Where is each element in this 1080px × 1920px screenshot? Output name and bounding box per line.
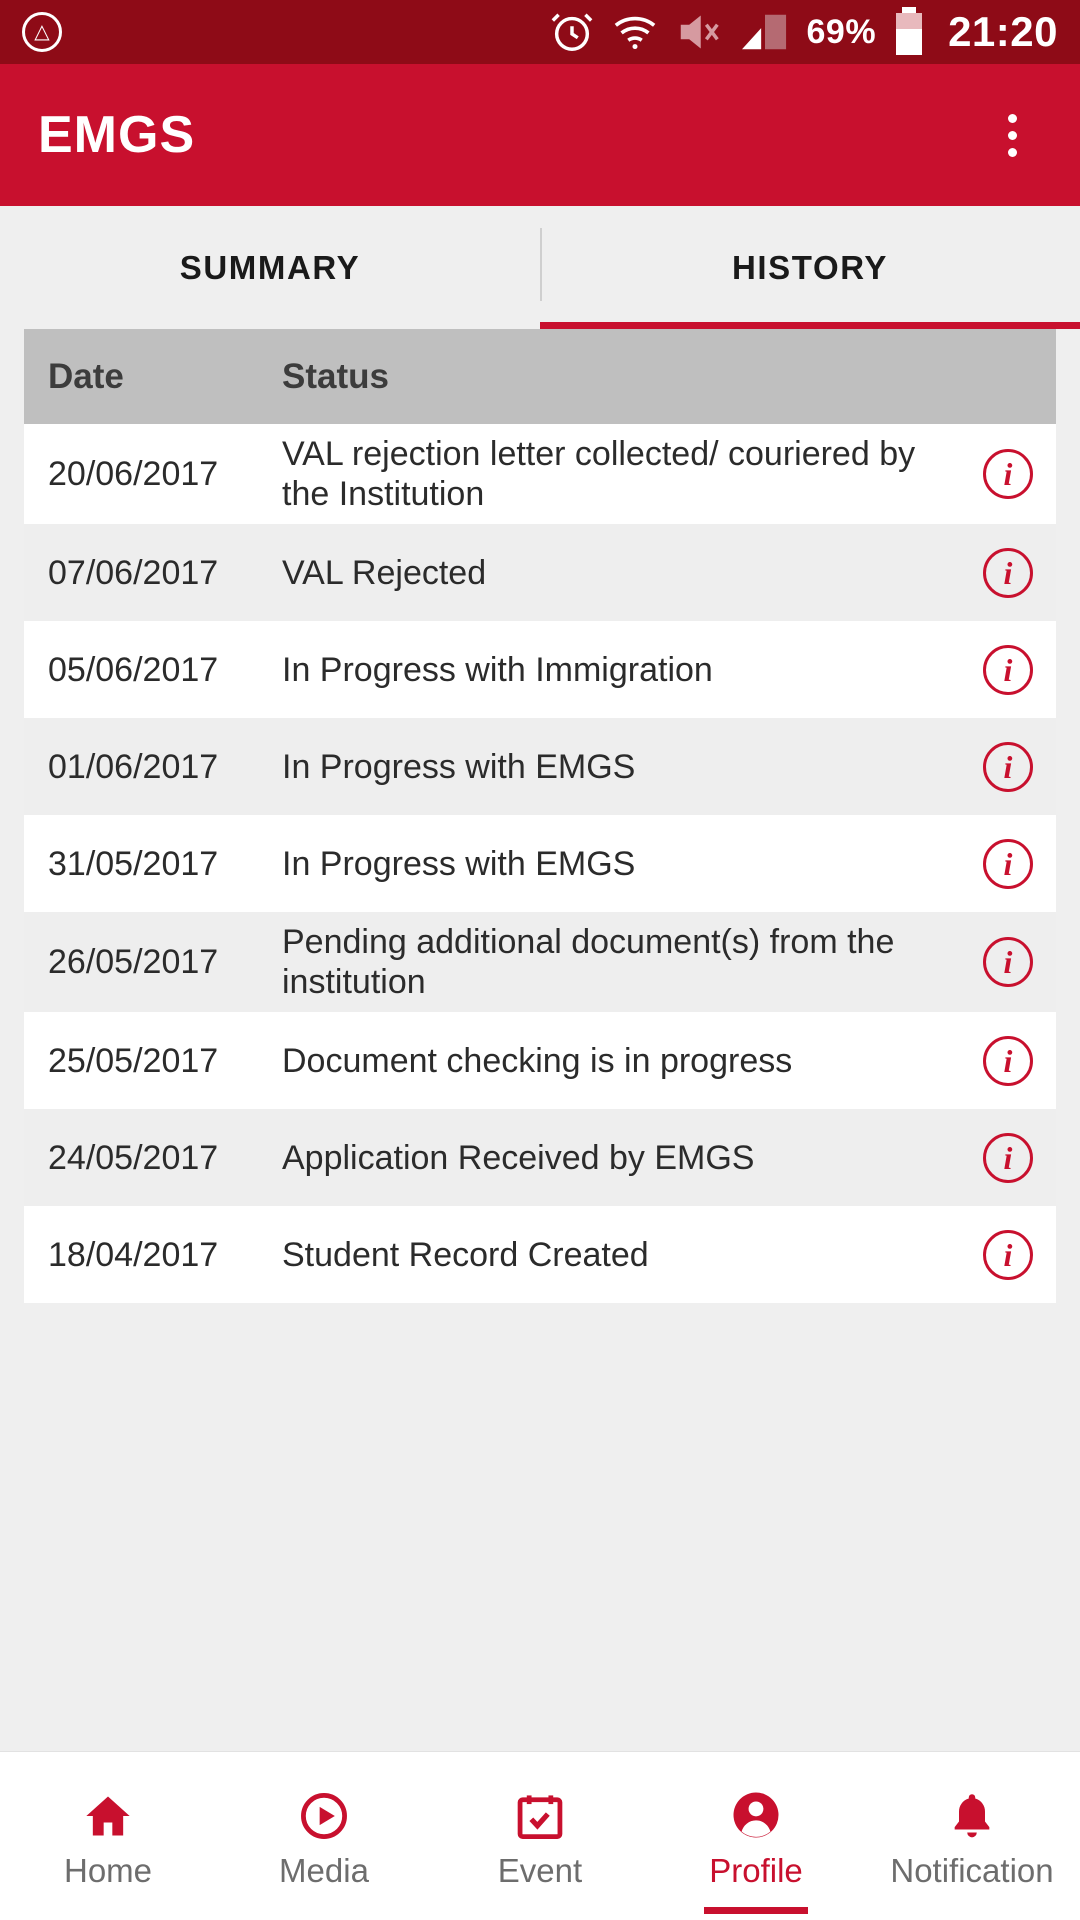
info-icon[interactable]: i <box>983 548 1033 598</box>
nav-label-profile: Profile <box>709 1852 803 1889</box>
signal-icon <box>739 9 791 55</box>
bell-icon <box>940 1782 1004 1842</box>
row-status: Application Received by EMGS <box>282 1138 755 1177</box>
nav-label-home: Home <box>63 1852 153 1889</box>
table-row[interactable] <box>24 524 1056 621</box>
info-icon[interactable]: i <box>983 449 1033 499</box>
row-info-cell[interactable] <box>960 645 1056 695</box>
overflow-dot <box>1008 114 1017 123</box>
table-row[interactable] <box>24 424 1056 524</box>
table-header-row <box>24 329 1056 424</box>
row-date: 25/05/2017 <box>48 1041 219 1080</box>
battery-percent: 69% <box>806 12 877 51</box>
row-date: 26/05/2017 <box>48 943 219 982</box>
row-status: In Progress with EMGS <box>282 844 636 883</box>
calendar-check-icon <box>508 1782 572 1842</box>
table-row[interactable] <box>24 621 1056 718</box>
row-date: 20/06/2017 <box>48 455 219 494</box>
tab-divider <box>540 228 542 301</box>
row-date: 31/05/2017 <box>48 844 219 883</box>
nav-label-media: Media <box>279 1852 369 1889</box>
status-bar-left <box>22 12 549 52</box>
table-row[interactable] <box>24 815 1056 912</box>
nav-label-notification: Notification <box>890 1852 1054 1889</box>
row-date: 07/06/2017 <box>48 553 219 592</box>
row-info-cell[interactable] <box>960 1036 1056 1086</box>
row-date: 05/06/2017 <box>48 650 219 689</box>
nav-item-home[interactable] <box>0 1752 216 1920</box>
nav-item-event[interactable] <box>432 1752 648 1920</box>
row-status: Pending additional document(s) from the institution <box>282 923 895 1002</box>
table-row[interactable] <box>24 1109 1056 1206</box>
nav-item-profile[interactable] <box>648 1752 864 1920</box>
nav-label-event: Event <box>497 1852 583 1889</box>
row-info-cell[interactable] <box>960 742 1056 792</box>
row-info-cell[interactable] <box>960 548 1056 598</box>
row-status: In Progress with Immigration <box>282 650 713 689</box>
info-icon[interactable]: i <box>983 937 1033 987</box>
nav-item-media[interactable] <box>216 1752 432 1920</box>
home-icon <box>76 1782 140 1842</box>
person-icon <box>724 1782 788 1842</box>
column-header-date: Date <box>48 356 124 396</box>
tab-summary-label: SUMMARY <box>179 248 361 286</box>
row-date: 01/06/2017 <box>48 747 219 786</box>
table-row[interactable] <box>24 912 1056 1012</box>
row-status: In Progress with EMGS <box>282 747 636 786</box>
tab-summary[interactable] <box>0 206 540 329</box>
alarm-icon <box>549 9 595 55</box>
tab-history-label: HISTORY <box>731 248 889 286</box>
row-info-cell[interactable] <box>960 839 1056 889</box>
row-status: VAL rejection letter collected/ couriered by the Institution <box>282 435 916 514</box>
info-icon[interactable]: i <box>983 1133 1033 1183</box>
tab-history[interactable] <box>540 206 1080 329</box>
status-bar <box>0 0 1080 64</box>
row-status: VAL Rejected <box>282 553 487 592</box>
row-date: 18/04/2017 <box>48 1235 219 1274</box>
history-table-container <box>0 329 1080 1751</box>
column-header-status: Status <box>282 356 389 396</box>
bottom-navigation <box>0 1751 1080 1920</box>
app-bar <box>0 64 1080 206</box>
table-row[interactable] <box>24 1206 1056 1303</box>
row-info-cell[interactable] <box>960 1230 1056 1280</box>
overflow-menu-icon[interactable] <box>982 105 1042 165</box>
mute-icon <box>675 10 723 54</box>
table-row[interactable] <box>24 1012 1056 1109</box>
info-icon[interactable]: i <box>983 645 1033 695</box>
triangle-badge-icon <box>22 12 62 52</box>
info-icon[interactable]: i <box>983 1036 1033 1086</box>
history-table <box>24 329 1056 1303</box>
row-status: Document checking is in progress <box>282 1041 793 1080</box>
page-title: EMGS <box>38 106 196 164</box>
play-circle-icon <box>292 1782 356 1842</box>
overflow-dot <box>1008 131 1017 140</box>
status-bar-clock: 21:20 <box>948 8 1058 55</box>
info-icon[interactable]: i <box>983 742 1033 792</box>
nav-item-notification[interactable] <box>864 1752 1080 1920</box>
overflow-dot <box>1008 148 1017 157</box>
battery-icon <box>892 7 926 57</box>
table-row[interactable] <box>24 718 1056 815</box>
wifi-icon <box>611 9 659 55</box>
row-info-cell[interactable] <box>960 449 1056 499</box>
info-icon[interactable]: i <box>983 839 1033 889</box>
row-status: Student Record Created <box>282 1235 649 1274</box>
triangle-glyph: △ <box>34 21 50 43</box>
status-bar-right <box>549 7 1058 57</box>
row-info-cell[interactable] <box>960 937 1056 987</box>
tab-bar <box>0 206 1080 329</box>
row-date: 24/05/2017 <box>48 1138 219 1177</box>
row-info-cell[interactable] <box>960 1133 1056 1183</box>
info-icon[interactable]: i <box>983 1230 1033 1280</box>
